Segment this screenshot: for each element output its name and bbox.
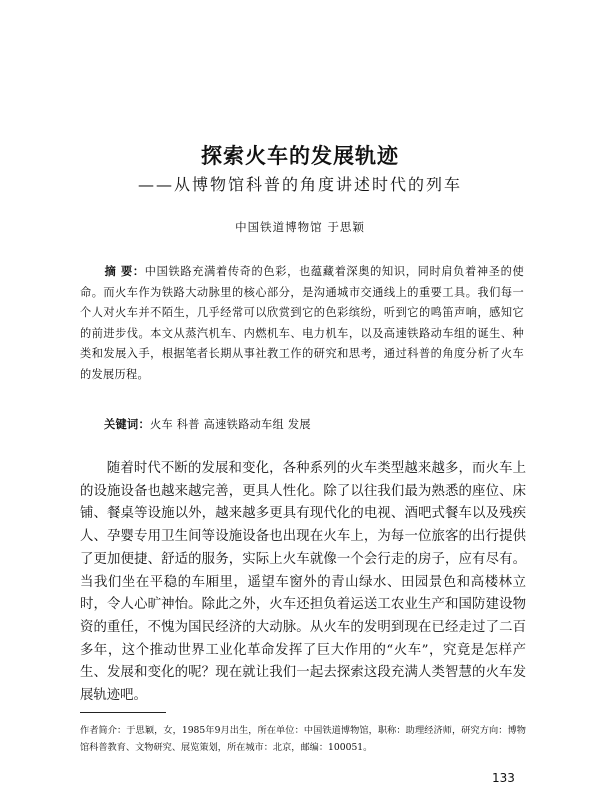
abstract: [80, 262, 524, 385]
author-bio: 作者简介：于思颖，女，1985年9月出生，所在单位：中国铁道博物馆，职称：助理经济师，研究方向：博物馆科普教育、文物研究、展览策划，所在城市：北京，邮编：100051。: [80, 725, 526, 753]
keywords: [104, 416, 524, 432]
footnote: [80, 722, 526, 756]
keywords-text: 火车 科普 高速铁路动车组 发展: [149, 418, 311, 431]
footnote-divider: [80, 712, 166, 713]
page-number: 133: [492, 771, 515, 785]
keywords-label: 关键词：: [104, 418, 150, 431]
abstract-text: 中国铁路充满着传奇的色彩，也蕴藏着深奥的知识，同时肩负着神圣的使命。而火车作为铁路大动脉里的核心部分，是沟通城市交通线上的重要工具。我们每一个人对火车并不陌生，几乎经常可以欣赏到它的色彩缤纷，听到它的鸣笛声响，感知它的前进步伐。本文从蒸汽机车、内燃机车、电力机车，以及高速铁路动车组的诞生、种类和发展入手，根据笔者长期从事社教工作的研究和思考，通过科普的角度分析了火车的发展历程。: [80, 265, 524, 381]
body-text: [80, 458, 526, 708]
author-line: 中国铁道博物馆 于思颖: [235, 220, 365, 234]
abstract-label: 摘 要：: [104, 265, 145, 278]
article-subtitle: ——从博物馆科普的角度讲述时代的列车: [137, 175, 462, 194]
body-paragraph: 随着时代不断的发展和变化，各种系列的火车类型越来越多，而火车上的设施设备也越来越完善，更具人性化。除了以往我们最为熟悉的座位、床铺、餐桌等设施以外，越来越多更具有现代化的电视、酒吧式餐车以及残疾人、孕婴专用卫生间等设施设备也出现在火车上，为每一位旅客的出行提供了更加便捷、舒适的服务，实际上火车就像一个会行走的房子，应有尽有。当我们坐在平稳的车厢里，遥望车窗外的青山绿水、田园景色和高楼林立时，令人心旷神怡。除此之外，火车还担负着运送工农业生产和国防建设物资的重任，不愧为国民经济的大动脉。从火车的发明到现在已经走过了二百多年，这个推动世界工业化革命发挥了巨大作用的“火车”，究竟是怎样产生、发展和变化的呢？现在就让我们一起去探索这段充满人类智慧的火车发展轨迹吧。: [80, 461, 526, 704]
article-title: 探索火车的发展轨迹: [201, 144, 399, 168]
